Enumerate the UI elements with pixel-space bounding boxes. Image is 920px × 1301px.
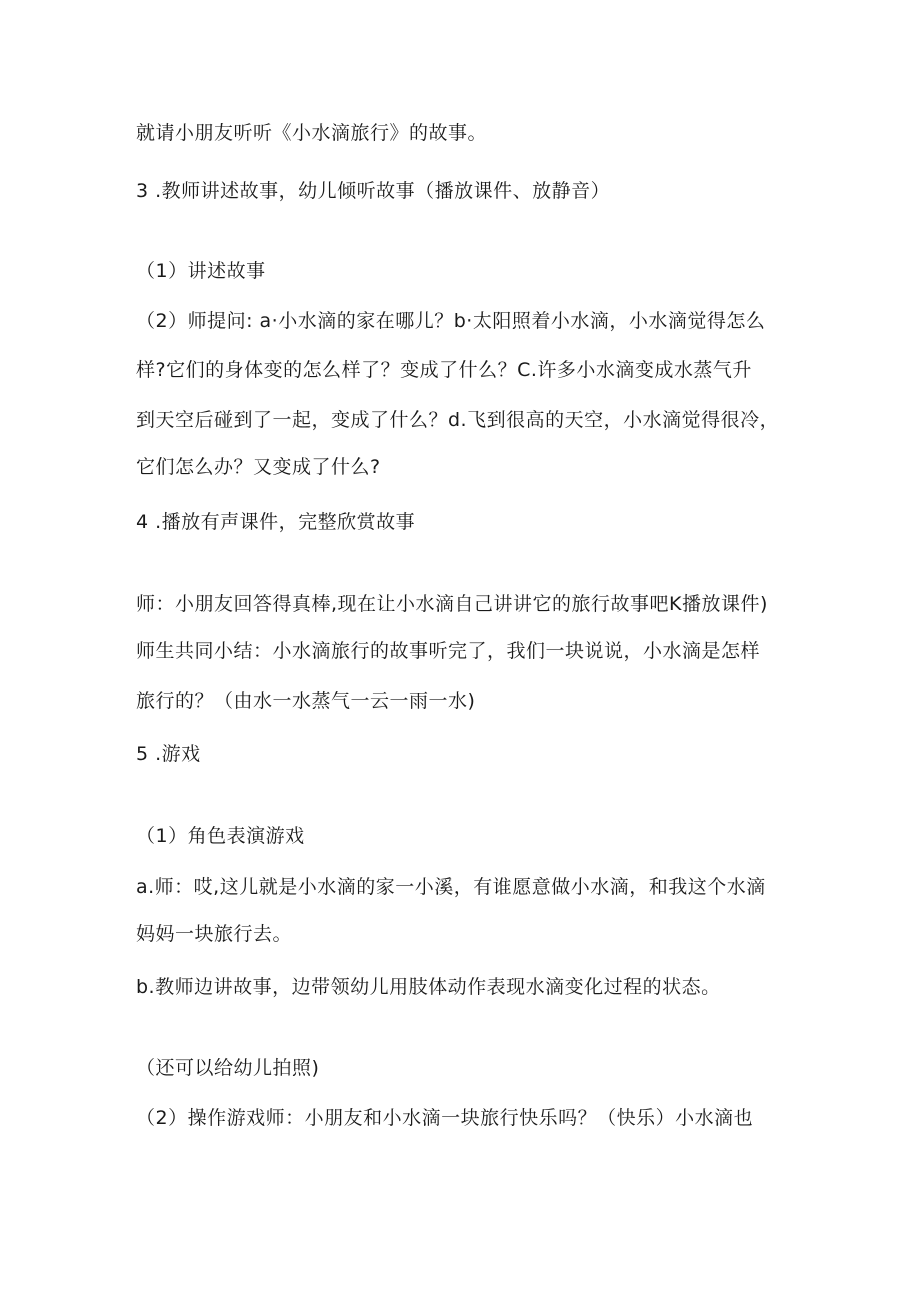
text-line: 它们怎么办？又变成了什么? [136, 456, 381, 478]
text-line: 就请小朋友听听《小水滴旅行》的故事。 [136, 122, 488, 144]
section-heading-4: 4 .播放有声课件，完整欣赏故事 [136, 511, 416, 533]
text-line: 样?它们的身体变的怎么样了？变成了什么？C.许多小水滴变成水蒸气升 [136, 359, 752, 381]
text-line: （还可以给幼儿拍照) [136, 1057, 320, 1079]
text-line: b.教师边讲故事，边带领幼儿用肢体动作表现水滴变化过程的状态。 [136, 976, 721, 998]
text-line: a.师：哎,这儿就是小水滴的家一小溪，有谁愿意做小水滴，和我这个水滴 [136, 876, 766, 898]
sub-item-1: （1）角色表演游戏 [136, 825, 305, 847]
text-line: 旅行的？（由水一水蒸气一云一雨一水) [136, 690, 476, 712]
sub-item-1: （1）讲述故事 [136, 260, 266, 282]
section-heading-5: 5 .游戏 [136, 743, 201, 765]
sub-item-2: （2）操作游戏师：小朋友和小水滴一块旅行快乐吗？（快乐）小水滴也 [136, 1107, 754, 1129]
text-line: 到天空后碰到了一起，变成了什么？d.飞到很高的天空，小水滴觉得很冷， [136, 409, 780, 431]
section-heading-3: 3 .教师讲述故事，幼儿倾听故事（播放课件、放静音） [136, 180, 611, 202]
sub-item-2: （2）师提问: a·小水滴的家在哪儿？b·太阳照着小水滴，小水滴觉得怎么 [136, 310, 766, 332]
text-line: 师生共同小结：小水滴旅行的故事听完了，我们一块说说，小水滴是怎样 [136, 640, 761, 662]
text-line: 师：小朋友回答得真棒,现在让小水滴自己讲讲它的旅行故事吧K播放课件) [136, 593, 768, 615]
text-line: 妈妈一块旅行去。 [136, 923, 293, 945]
